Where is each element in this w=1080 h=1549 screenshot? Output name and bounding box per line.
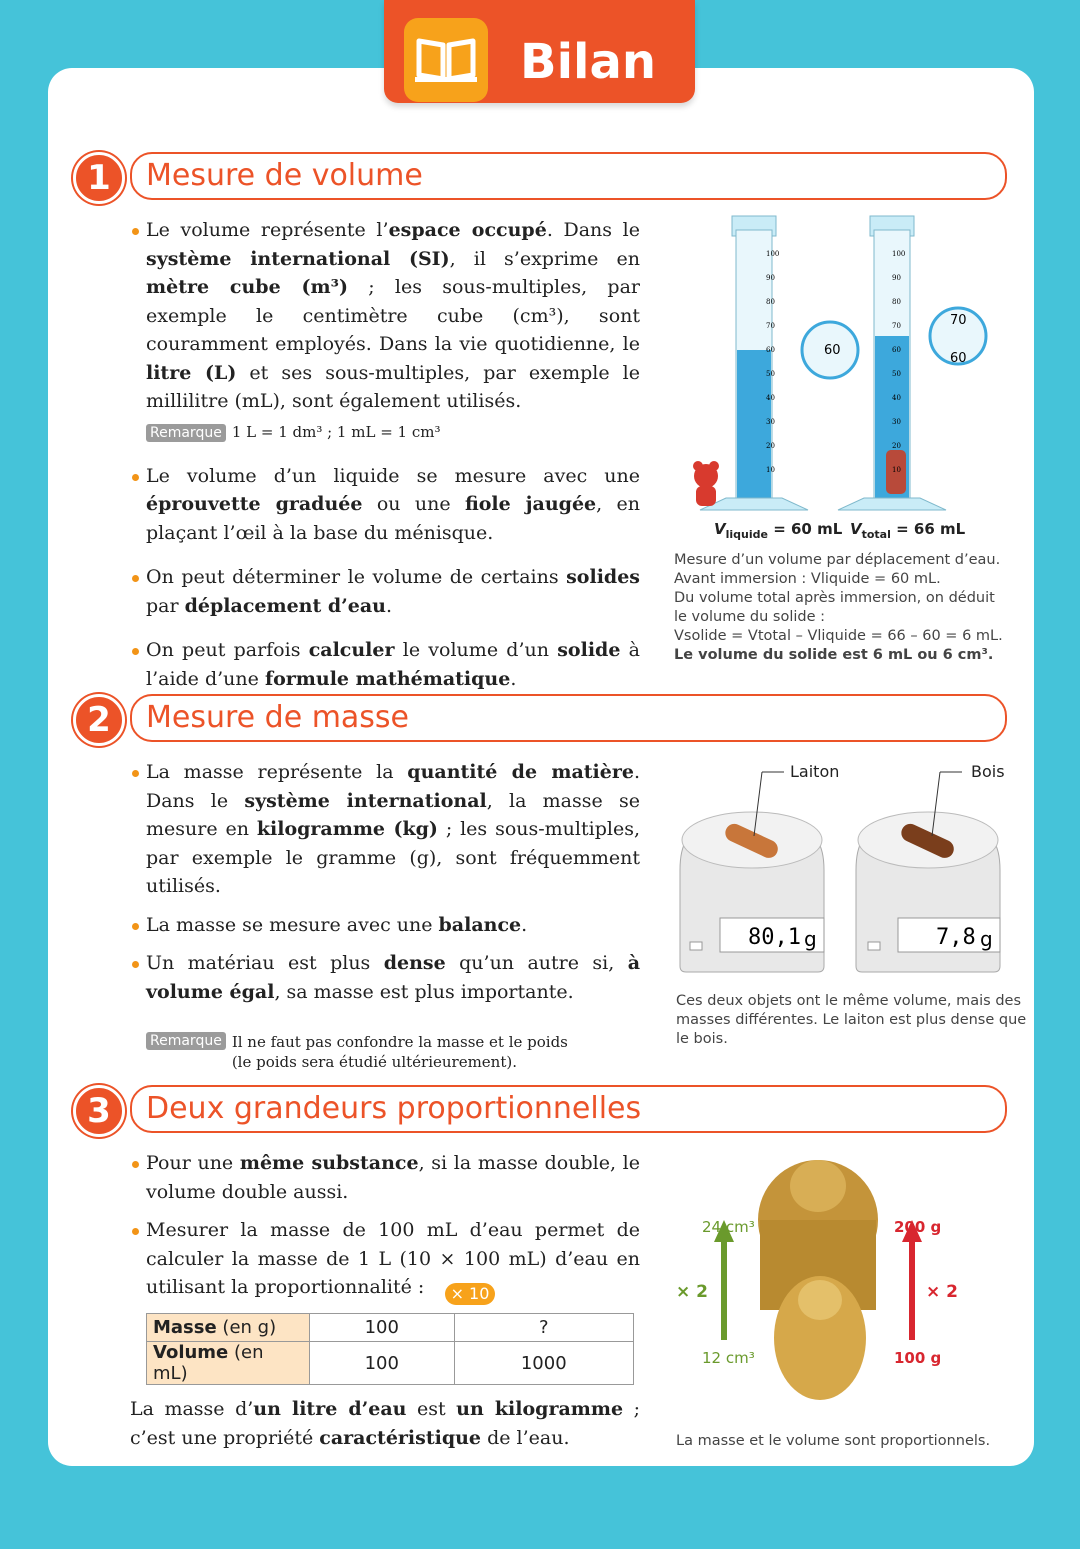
multiply-badge: × 10 [445,1283,495,1305]
kitchen-scale [856,772,1000,972]
paragraph: Pour une même substance, si la masse double, le volume double aussi. [130,1149,640,1206]
label-laiton: Laiton [790,762,840,781]
paragraph: Mesurer la masse de 100 mL d’eau permet de calculer la masse de 1 L (10 × 100 mL) d’eau en utilisant la proportionnalité : [130,1216,640,1302]
conclusion-text: La masse d’un litre d’eau est un kilogramme ; c’est une propriété caractéristique de l’eau. [130,1398,640,1449]
figure-caption: Ces deux objets ont le même volume, mais des masses différentes. Le laiton est plus dense que le bois. [676,993,1027,1047]
svg-text:80: 80 [892,298,901,306]
svg-text:60: 60 [766,346,775,354]
svg-text:20: 20 [766,442,775,450]
section-header [130,152,1007,200]
scales-illustration [676,760,1010,980]
mass-top: 200 g [894,1218,942,1236]
unit-label: g [980,927,993,951]
proportionality-table [146,1313,634,1385]
section3-text [130,1149,640,1302]
scale-display: 7,8 [936,925,976,950]
svg-text:20: 20 [892,442,901,450]
table-row: Masse (en g) 100 ? [147,1314,634,1342]
svg-text:30: 30 [766,418,775,426]
paragraph: Le volume d’un liquide se mesure avec une éprouvette graduée ou une fiole jaugée, en plaçant l’œil à la base du ménisque. [130,462,640,548]
figure-caption: Mesure d’un volume par déplacement d’eau. Avant immersion : Vliquide = 60 mL. Du volume total après immersion, on déduit le volume du solide : Vsolide = Vtotal – Vliquide = 66 – 60 = 6 mL. Le volume du solide est 6 mL ou 6 cm³. [674,552,1003,663]
svg-text:100: 100 [892,250,906,258]
times-two-right: × 2 [926,1282,958,1302]
section-header [130,694,1007,742]
svg-text:10: 10 [766,466,775,474]
paragraph: La masse représente la quantité de matière. Dans le système international, la masse se mesure en kilogramme (kg) ; les sous-multiples, par exemple le gramme (g), sont fréquemment utilisés. [130,758,640,901]
scale-display: 80,1 [748,925,801,950]
svg-text:90: 90 [766,274,775,282]
graduated-cylinders-illustration [680,210,1010,520]
svg-text:10: 10 [892,466,901,474]
section-title: Deux grandeurs proportionnelles [146,1091,642,1126]
table-row: Volume (en mL) 100 1000 [147,1342,634,1385]
open-book-icon [404,18,488,102]
section2-text [130,758,640,1072]
page-title: Bilan [520,34,657,90]
svg-text:80: 80 [766,298,775,306]
remark: Remarque Il ne faut pas confondre la masse et le poids (le poids sera étudié ultérieurement). [130,1032,640,1072]
section-title: Mesure de masse [146,700,410,735]
unit-label: g [804,927,817,951]
paragraph: La masse se mesure avec une balance. [130,911,640,940]
svg-text:50: 50 [766,370,775,378]
section-header [130,1085,1007,1133]
paragraph: On peut parfois calculer le volume d’un solide à l’aide d’une formule mathématique. [130,636,640,693]
remark-badge: Remarque [146,1032,226,1050]
volume-top: 24 cm³ [702,1218,755,1236]
svg-text:90: 90 [892,274,901,282]
times-two-left: × 2 [676,1282,708,1302]
figure-caption: La masse et le volume sont proportionnels. [676,1433,991,1449]
paragraph: Le volume représente l’espace occupé. Dans le système international (SI), il s’exprime en mètre cube (m³) ; les sous-multiples, par exemple le centimètre cube (cm³), sont couramment employés. Dans la vie quotidienne, le litre (L) et ses sous-multiples, par exemple le millilitre (mL), sont également utilisés. [130,216,640,416]
svg-text:100: 100 [766,250,780,258]
label-bois: Bois [971,762,1005,781]
remark-badge: Remarque [146,424,226,442]
zoom-value: 60 [824,343,841,358]
svg-text:40: 40 [892,394,901,402]
section-number: 1 [73,152,125,204]
bear-figurine [693,461,719,506]
section-title: Mesure de volume [146,158,423,193]
mass-bottom: 100 g [894,1349,942,1367]
paragraph: Un matériau est plus dense qu’un autre si, à volume égal, sa masse est plus importante. [130,949,640,1006]
section-number: 3 [73,1085,125,1137]
v-total-label: $V_{total} = 66$ mL [850,520,966,541]
v-liquid-label: $V_{liquide} = 60$ mL [714,520,843,541]
weights-illustration [676,1150,1006,1410]
brass-weight-100g [774,1276,866,1400]
svg-text:60: 60 [892,346,901,354]
volume-bottom: 12 cm³ [702,1349,755,1367]
svg-text:50: 50 [892,370,901,378]
zoom-value: 60 [950,351,967,366]
svg-text:30: 30 [892,418,901,426]
svg-text:70: 70 [892,322,901,330]
zoom-value: 70 [950,313,967,328]
svg-text:40: 40 [766,394,775,402]
svg-text:70: 70 [766,322,775,330]
paragraph: On peut déterminer le volume de certains solides par déplacement d’eau. [130,563,640,620]
section1-text [130,216,640,693]
section-number: 2 [73,694,125,746]
remark: Remarque 1 L = 1 dm³ ; 1 mL = 1 cm³ [130,422,640,442]
